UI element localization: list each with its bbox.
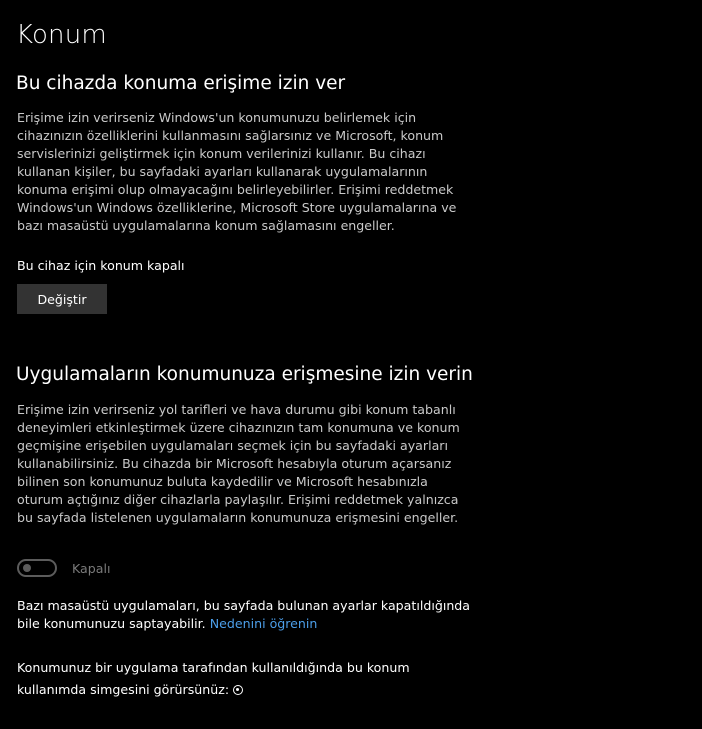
location-in-use-icon [233,685,243,695]
toggle-knob [23,564,31,572]
learn-why-link[interactable]: Nedenini öğrenin [209,616,318,631]
device-location-section-title: Bu cihazda konuma erişime izin ver [16,73,346,94]
desktop-apps-note [17,597,477,633]
toggle-state-label: Kapalı [72,560,111,576]
device-location-description: Erişime izin verirseniz Windows'un konumunuzu belirlemek için cihazınızın özelliklerini kullanmasını sağlarsınız ve Microsoft, konum servislerinizi geliştirmek için konum verilerinizi kullanır. Bu cihazı kullanan kişiler, bu sayfadaki ayarları kullanarak uygulamalarının konuma erişimi olup olmayacağını belirleyebilirler. Erişimi reddetmek Windows'un Windows özelliklerine, Microsoft Store uygulamalarına ve bazı masaüstü uygulamalarına konum sağlamasını engeller. [17,110,457,233]
location-icon-note [17,657,477,701]
app-location-description: Erişime izin verirseniz yol tarifleri ve hava durumu gibi konum tabanlı deneyimleri etkinleştirmek üzere cihazınızın tam konumuna ve konum geçmişine erişebilen uygulamaları seçmek için bu sayfadaki ayarları kullanabilirsiniz. Bu cihazda bir Microsoft hesabıyla oturum açarsanız bilinen son konumunuz buluta kaydedilir ve Microsoft hesabınızla oturum açtığınız diğer cihazlarla paylaşılır. Erişimi reddetmek yalnızca bu sayfada listelenen uygulamaların konumunuza erişmesini engeller. [17,402,460,525]
location-icon-note-text: Konumunuz bir uygulama tarafından kullanıldığında bu konum kullanımda simgesini görürsünüz: [17,660,410,697]
change-button[interactable]: Değiştir [17,284,107,314]
page-title: Konum [16,20,107,50]
app-location-toggle-row [17,557,110,579]
app-location-section-title: Uygulamaların konumunuza erişmesine izin verin [16,364,473,385]
app-location-toggle[interactable] [17,559,57,577]
desktop-apps-note-text: Bazı masaüstü uygulamaları, bu sayfada bulunan ayarlar kapatıldığında bile konumunuzu saptayabilir. [17,598,471,631]
device-location-status: Bu cihaz için konum kapalı [17,258,185,273]
